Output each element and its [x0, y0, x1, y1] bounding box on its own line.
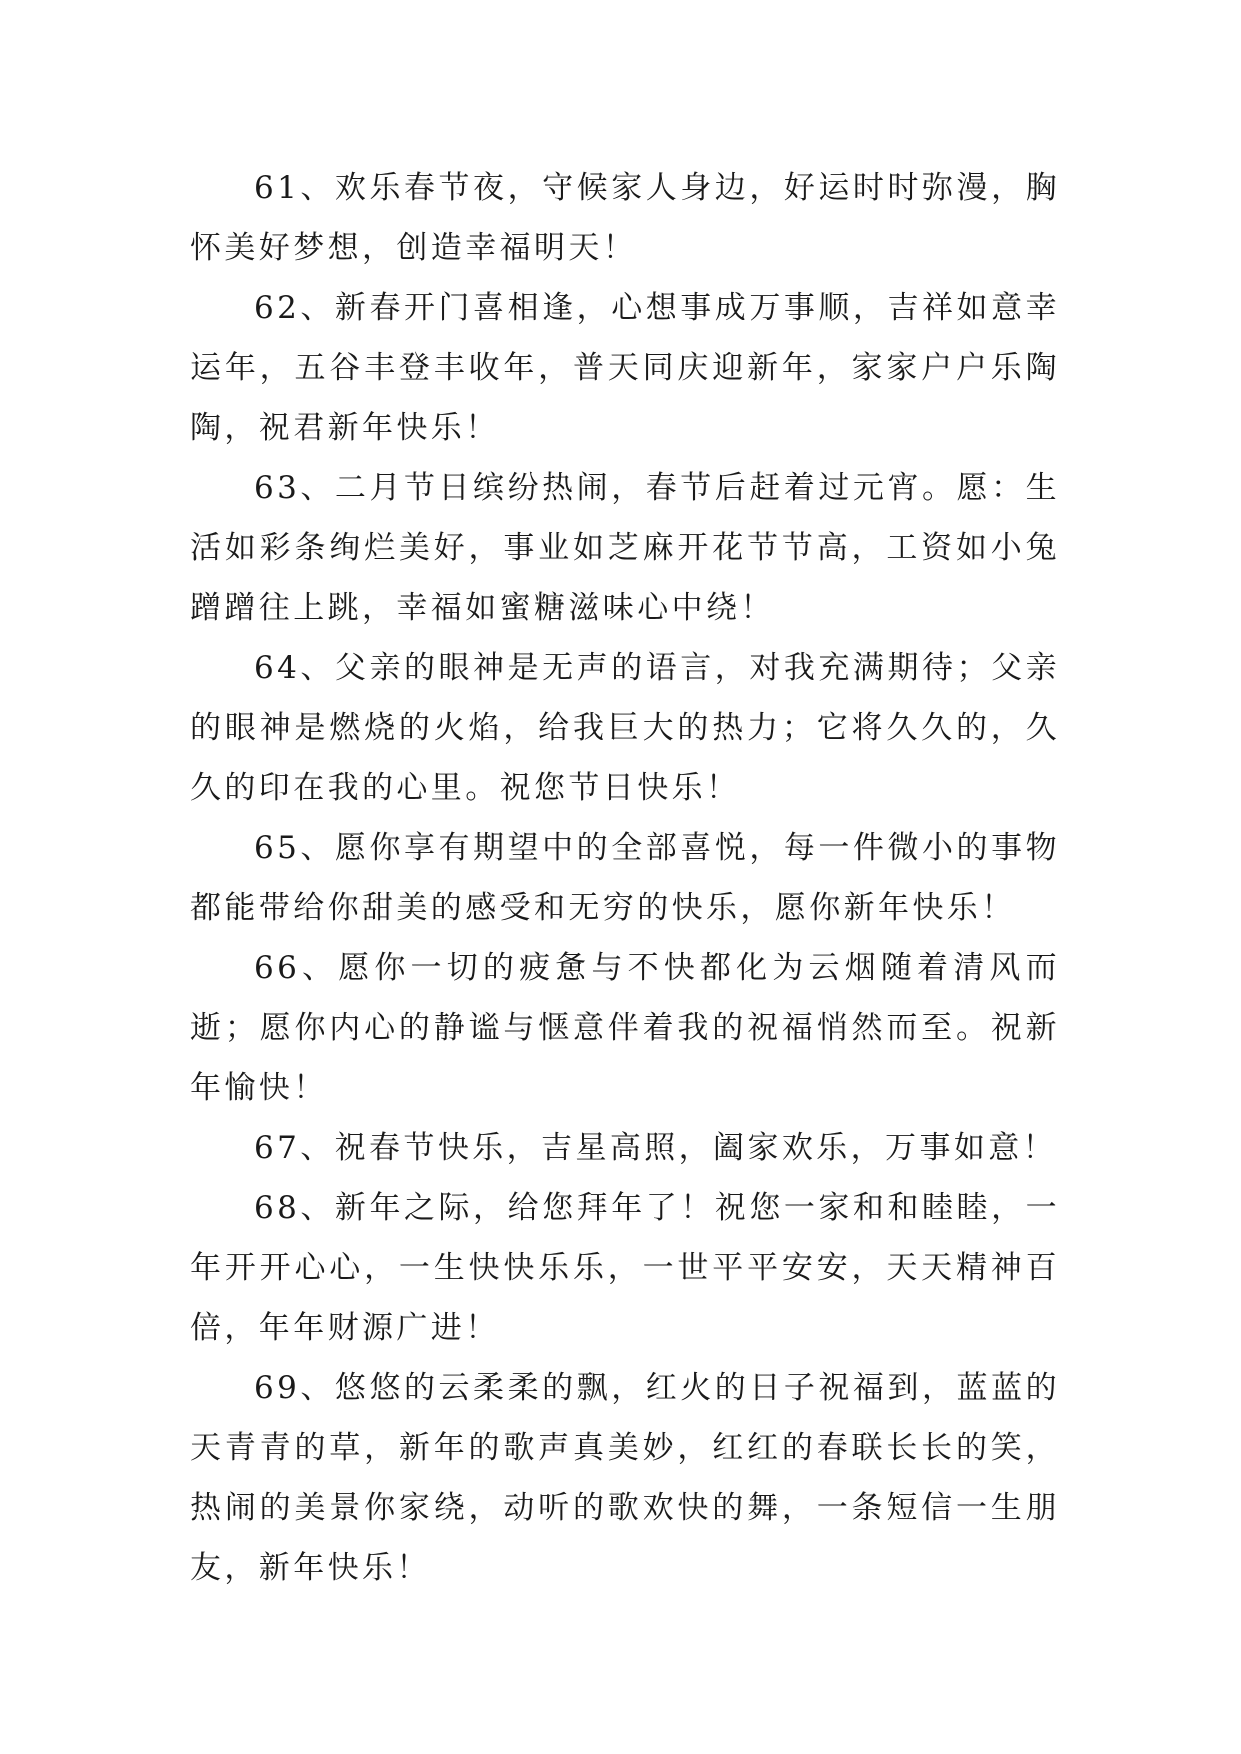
- document-body: [190, 158, 1060, 1598]
- paragraph-65: 65、愿你享有期望中的全部喜悦，每一件微小的事物都能带给你甜美的感受和无穷的快乐，愿你新年快乐！: [190, 830, 1060, 926]
- paragraph-61: 61、欢乐春节夜，守候家人身边，好运时时弥漫，胸怀美好梦想，创造幸福明天！: [190, 170, 1060, 266]
- paragraph-63: 63、二月节日缤纷热闹，春节后赶着过元宵。愿：生活如彩条绚烂美好，事业如芝麻开花节节高，工资如小兔蹭蹭往上跳，幸福如蜜糖滋味心中绕！: [190, 470, 1060, 626]
- paragraph-67: 67、祝春节快乐，吉星高照，阖家欢乐，万事如意！: [254, 1130, 1058, 1166]
- paragraph-69: 69、悠悠的云柔柔的飘，红火的日子祝福到，蓝蓝的天青青的草，新年的歌声真美妙，红红的春联长长的笑，热闹的美景你家绕，动听的歌欢快的舞，一条短信一生朋友，新年快乐！: [190, 1370, 1060, 1586]
- paragraph-62: 62、新春开门喜相逢，心想事成万事顺，吉祥如意幸运年，五谷丰登丰收年，普天同庆迎新年，家家户户乐陶陶，祝君新年快乐！: [190, 290, 1060, 446]
- paragraph-64: 64、父亲的眼神是无声的语言，对我充满期待；父亲的眼神是燃烧的火焰，给我巨大的热力；它将久久的，久久的印在我的心里。祝您节日快乐！: [190, 650, 1060, 806]
- paragraph-66: 66、愿你一切的疲惫与不快都化为云烟随着清风而逝；愿你内心的静谧与惬意伴着我的祝福悄然而至。祝新年愉快！: [190, 950, 1060, 1106]
- paragraph-68: 68、新年之际，给您拜年了！祝您一家和和睦睦，一年开开心心，一生快快乐乐，一世平平安安，天天精神百倍，年年财源广进！: [190, 1190, 1060, 1346]
